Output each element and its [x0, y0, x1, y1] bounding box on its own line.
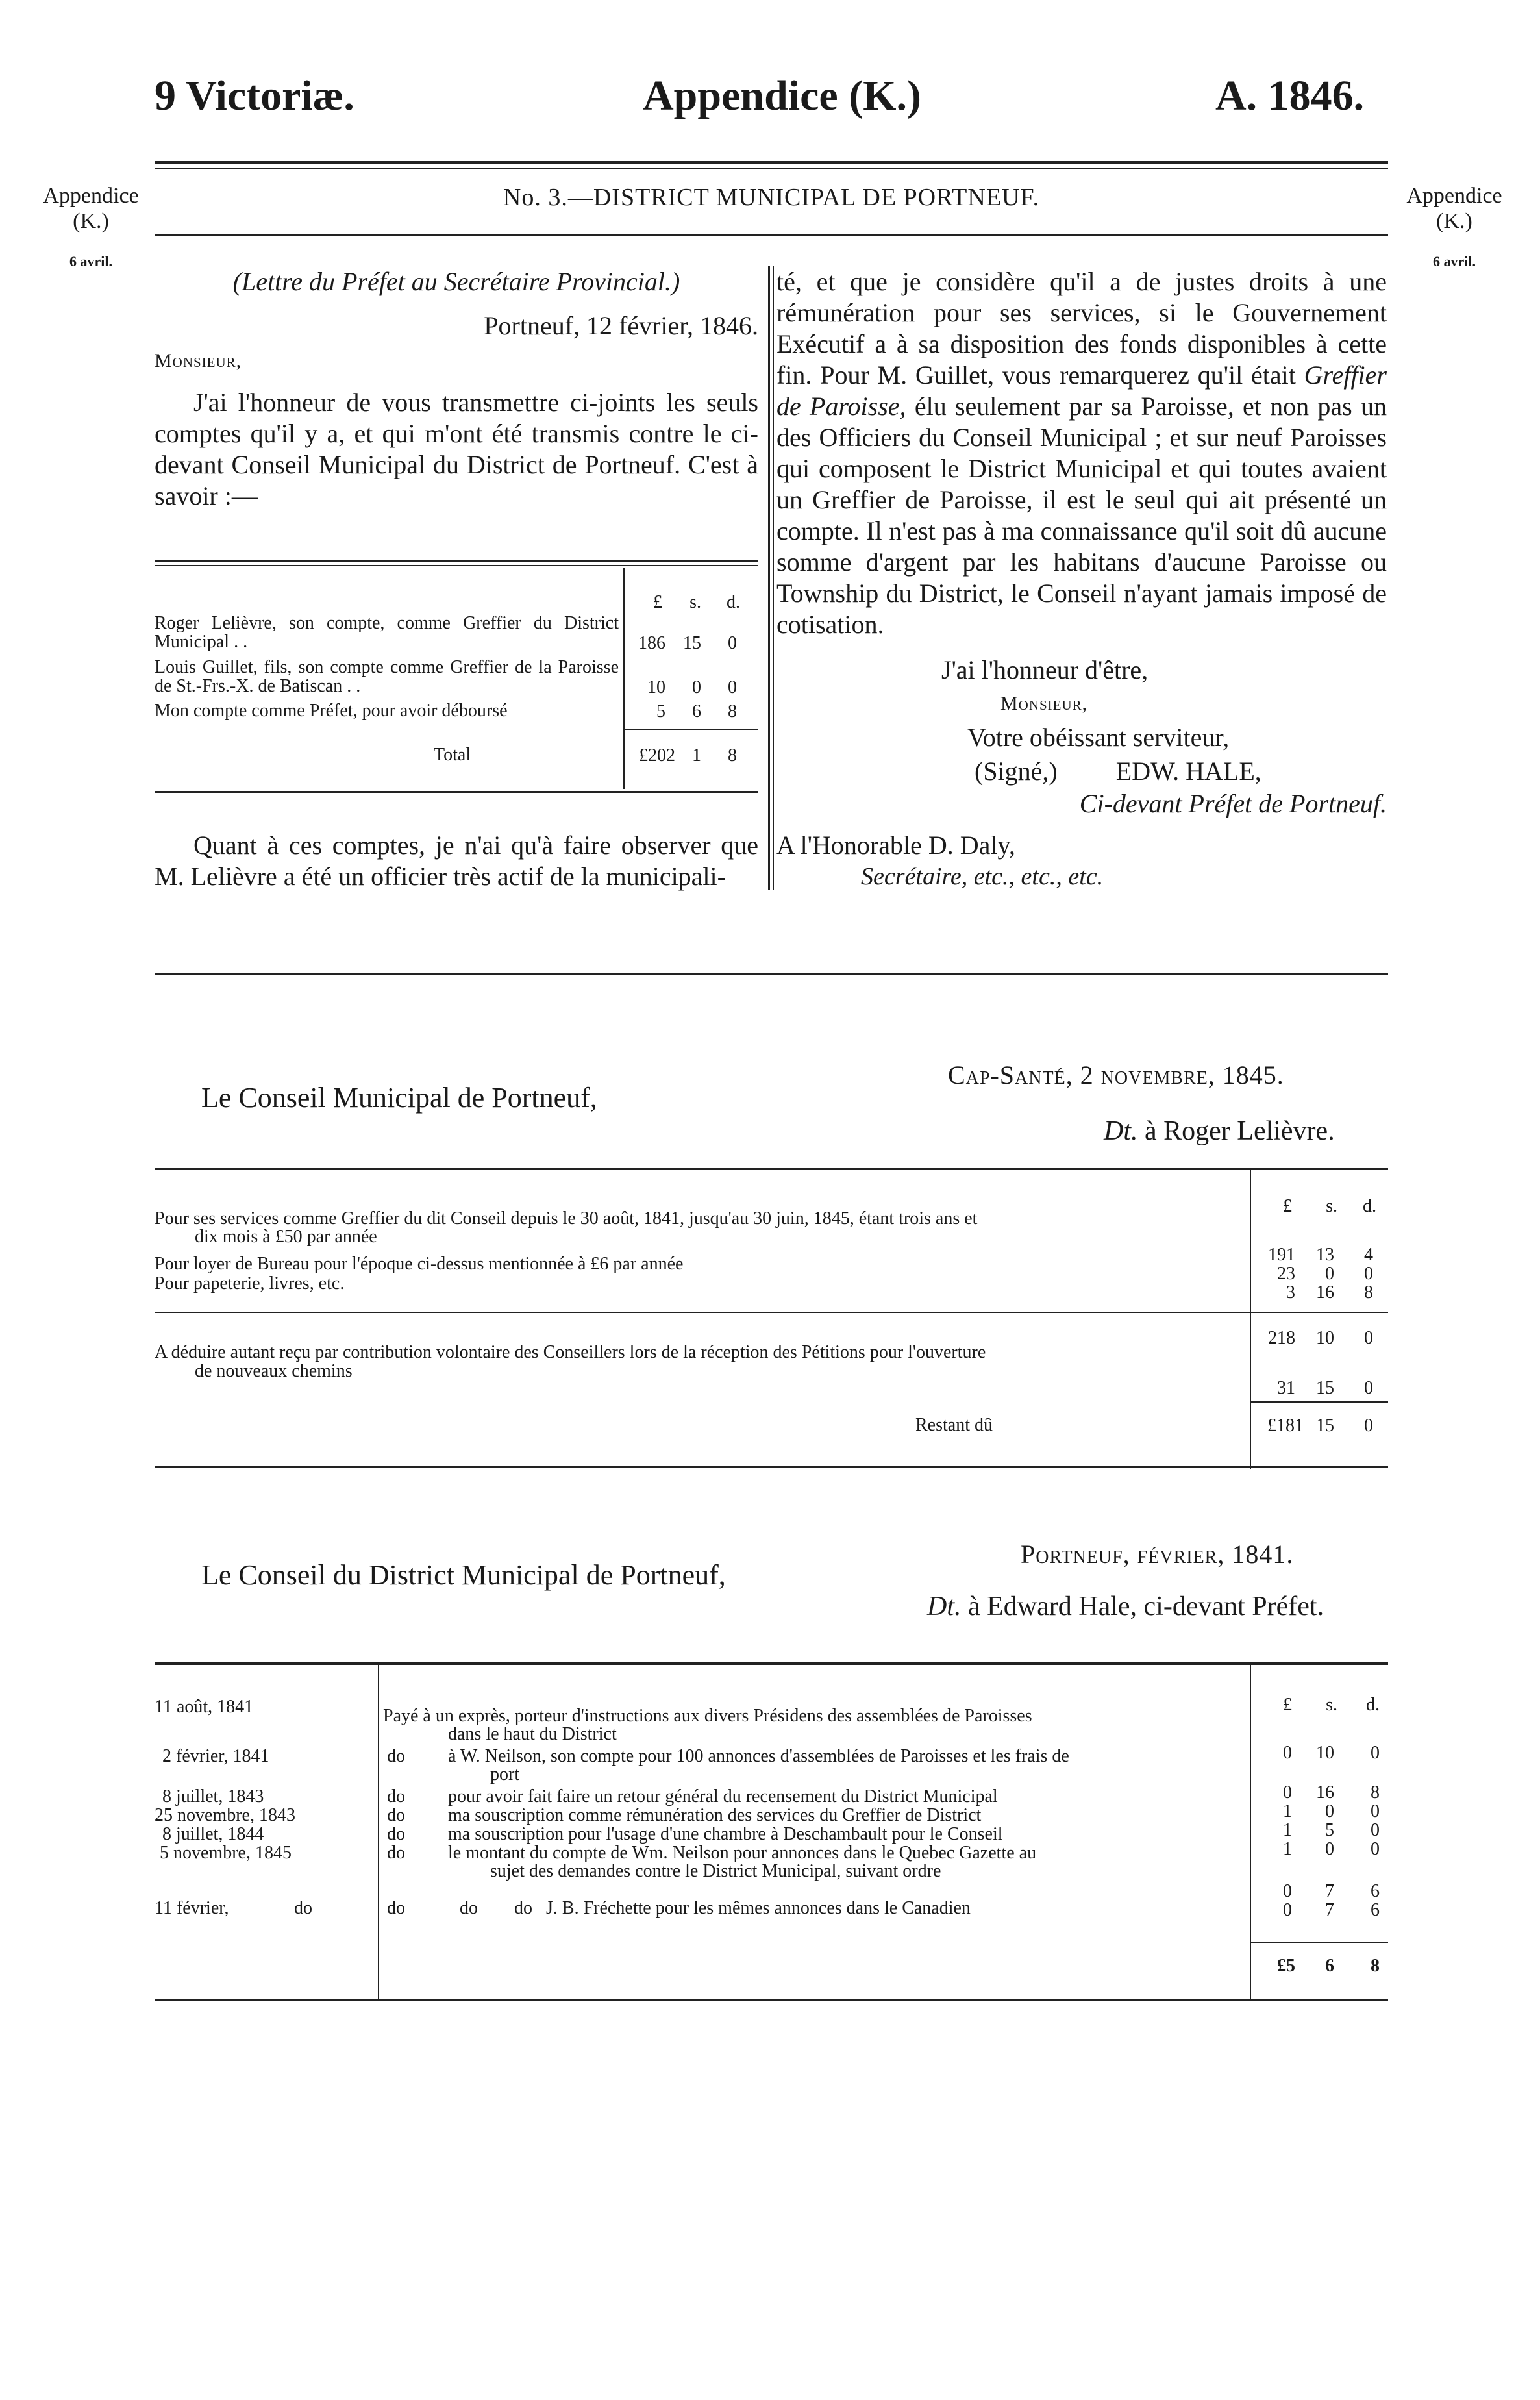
account2-bottom-rule — [155, 1999, 1388, 2001]
account1-subtotal-pounds: 218 — [1268, 1328, 1295, 1348]
summary-table-top-thin — [155, 565, 758, 566]
letter-right-column — [776, 266, 1387, 892]
account2-pence: 8 — [1371, 1782, 1380, 1803]
account2-desc-cont: sujet des demandes contre le District Municipal, suivant ordre — [490, 1861, 941, 1881]
account2-desc: pour avoir fait faire un retour général du recensement du District Municipal — [448, 1786, 998, 1806]
account2-desc-cont: port — [490, 1764, 520, 1784]
account2-pounds: 1 — [1283, 1820, 1292, 1840]
account2-pence: 6 — [1371, 1881, 1380, 1901]
account2-desc: à W. Neilson, son compte pour 100 annonces d'assemblées de Paroisses et les frais de — [448, 1746, 1069, 1766]
summary-total-shillings: 1 — [692, 745, 701, 766]
letter-signer: EDW. HALE, — [1115, 756, 1261, 786]
account1-head-pounds: £ — [1283, 1196, 1292, 1216]
account1-row-pence: 8 — [1364, 1282, 1373, 1303]
account1-deduction: A déduire autant reçu par contribution volontaire des Conseillers lors de la réception des Pétitions pour l'ouverture — [155, 1342, 986, 1362]
account2-creditor-line — [927, 1591, 1324, 1622]
account1-row-shillings: 0 — [1325, 1264, 1334, 1284]
account2-top-rule — [155, 1662, 1388, 1665]
account2-pence: 0 — [1371, 1743, 1380, 1763]
title-rule — [155, 234, 1388, 236]
account1-row-cont: dix mois à £50 par année — [195, 1227, 377, 1247]
account1-row-shillings: 16 — [1316, 1282, 1334, 1303]
side-date: 6 avril. — [69, 253, 112, 270]
summary-row-label: Roger Lelièvre, son compte, comme Greffier du District Municipal . . — [155, 613, 619, 652]
header-right: A. 1846. — [1215, 72, 1365, 119]
letter-para1: J'ai l'honneur de vous transmettre ci-joints les seuls comptes qu'il y a, et qui m'ont été transmis contre le ci-devant Conseil Municipal du District de Portneuf. C'est à savoir :— — [155, 388, 758, 510]
summary-row-label: Louis Guillet, fils, son compte comme Greffier de la Paroisse de St.-Frs.-X. de Batiscan . . — [155, 657, 619, 696]
letter-column-divider-2 — [773, 266, 774, 890]
account2-total-rule — [1250, 1942, 1388, 1943]
summary-row-pence: 0 — [728, 633, 737, 653]
summary-total-label: Total — [434, 745, 471, 765]
letter-salutation: Monsieur, — [155, 350, 242, 371]
account2-date: 2 février, 1841 — [162, 1746, 269, 1766]
summary-row-pounds: 10 — [647, 677, 665, 697]
account1-subtotal-pence: 0 — [1364, 1328, 1373, 1348]
account1-row-pence: 4 — [1364, 1245, 1373, 1265]
account1-subtotal-rule — [155, 1312, 1388, 1313]
side-date-right: 6 avril. — [1433, 253, 1476, 270]
account2-date: 11 août, 1841 — [155, 1697, 254, 1717]
account1-col-sep — [1250, 1170, 1251, 1469]
account1-place-date: Cap-Santé, 2 novembre, 1845. — [948, 1060, 1284, 1090]
summary-row-pence: 0 — [728, 677, 737, 697]
summary-head-pounds: £ — [653, 592, 662, 612]
account1-row-pounds: 23 — [1277, 1264, 1295, 1284]
account1-balance-pence: 0 — [1364, 1416, 1373, 1436]
account2-ditto: do — [387, 1805, 405, 1825]
account1-deduction-pounds: 31 — [1277, 1378, 1295, 1398]
summary-row-pounds: 186 — [638, 633, 665, 653]
summary-total-pence: 8 — [728, 745, 737, 766]
side-appendix-right: Appendice — [1406, 184, 1502, 208]
account2-ditto: do — [387, 1843, 405, 1863]
account2-pence: 0 — [1371, 1801, 1380, 1821]
account1-deduction-pence: 0 — [1364, 1378, 1373, 1398]
account2-desc: ma souscription comme rémunération des services du Greffier de District — [448, 1805, 982, 1825]
letter-para2-right-a: té, et que je considère qu'il a de justes droits à une rémunération pour ses services, si le Gouvernement Exécutif a à sa disposition des fonds disponibles à cette fin. Pour M. Guillet, vous remarquerez qu'il était — [776, 267, 1387, 390]
account2-desc: le montant du compte de Wm. Neilson pour annonces dans le Quebec Gazette au — [448, 1843, 1037, 1863]
letter-para2-right-italic: Greffier de Paroisse, — [776, 360, 1387, 421]
account1-balance-pounds: £181 — [1267, 1416, 1304, 1436]
summary-row-pence: 8 — [728, 701, 737, 721]
account1-head-shillings: s. — [1326, 1196, 1337, 1216]
header-left: 9 Victoriæ. — [155, 72, 354, 119]
letter-left-column — [155, 266, 758, 512]
letter-signature — [776, 756, 1387, 787]
summary-row-pounds: 5 — [656, 701, 665, 721]
header-rule-thin — [155, 168, 1388, 169]
account1-row: Pour papeterie, livres, etc. — [155, 1273, 345, 1294]
section-title: No. 3.—DISTRICT MUNICIPAL DE PORTNEUF. — [503, 184, 1040, 211]
account2-shillings: 10 — [1316, 1743, 1334, 1763]
account2-extra-shillings: 7 — [1325, 1900, 1334, 1920]
letter-signed: (Signé,) — [975, 756, 1058, 786]
account2-shillings: 5 — [1325, 1820, 1334, 1840]
account2-pounds: 0 — [1283, 1782, 1292, 1803]
letter-para2-left: Quant à ces comptes, je n'ai qu'à faire observer que M. Lelièvre a été un officier très actif de la municipali- — [155, 831, 758, 891]
summary-row-shillings: 6 — [692, 701, 701, 721]
account2-ditto: do — [387, 1746, 405, 1766]
side-label-right — [1389, 183, 1519, 269]
letter-para2-right — [776, 266, 1387, 640]
account2-pence: 0 — [1371, 1839, 1380, 1859]
account2-ditto: do — [387, 1898, 405, 1918]
account1-row-shillings: 13 — [1316, 1245, 1334, 1265]
account2-ditto: do — [387, 1786, 405, 1806]
account2-extra-pence: 6 — [1371, 1900, 1380, 1920]
account2-pounds: 0 — [1283, 1743, 1292, 1763]
account1-top-rule — [155, 1168, 1388, 1170]
summary-total-pounds: £202 — [639, 745, 675, 766]
account1-creditor: à Roger Lelièvre. — [1145, 1116, 1335, 1146]
account2-date-ditto: do — [294, 1898, 312, 1918]
letter-addressee-title: Secrétaire, etc., etc., etc. — [861, 863, 1104, 890]
account2-date: 5 novembre, 1845 — [160, 1843, 292, 1863]
letter-para2-right-b: élu seulement par sa Paroisse, et non pas un des Officiers du Conseil Municipal ; et sur neuf Paroisses qui composent le District Municipal et qui toutes avaient un Greffier de Paroisse, il est le seul qui ait présenté un compte. Il n'est pas à ma connaissance qu'il soit dû aucune somme d'argent par les habitans d'aucune Paroisse ou Township du District, le Conseil n'ayant jamais imposé de cotisation. — [776, 392, 1387, 639]
account1-row-pounds: 191 — [1268, 1245, 1295, 1265]
account1-row: Pour ses services comme Greffier du dit Conseil depuis le 30 août, 1841, jusqu'au 30 juin, 1845, étant trois ans et — [155, 1208, 978, 1229]
account1-deduction-shillings: 15 — [1316, 1378, 1334, 1398]
account2-head-pence: d. — [1366, 1695, 1380, 1715]
account2-pounds: 1 — [1283, 1801, 1292, 1821]
letter-heading: (Lettre du Préfet au Secrétaire Provincial.) — [232, 267, 680, 296]
side-appendix: Appendice — [43, 184, 139, 208]
account1-row-pence: 0 — [1364, 1264, 1373, 1284]
letter-closing2: Monsieur, — [1000, 693, 1088, 714]
summary-head-pence: d. — [727, 592, 740, 612]
letter-signer-title: Ci-devant Préfet de Portneuf. — [1079, 789, 1387, 818]
side-letter: (K.) — [73, 209, 109, 234]
account2-dt: Dt. — [927, 1592, 962, 1621]
account1-balance-shillings: 15 — [1316, 1416, 1334, 1436]
account1-dt: Dt. — [1104, 1116, 1138, 1146]
account2-shillings: 16 — [1316, 1782, 1334, 1803]
letter-closing1: J'ai l'honneur d'être, — [941, 655, 1149, 684]
account1-balance-rule — [1250, 1401, 1388, 1403]
letter-closing3: Votre obéissant serviteur, — [967, 723, 1230, 752]
account2-date-sep — [378, 1665, 379, 2000]
account2-head-pounds: £ — [1283, 1695, 1292, 1715]
account2-debtor: Le Conseil du District Municipal de Portneuf, — [201, 1559, 726, 1591]
letter-place-date: Portneuf, 12 février, 1846. — [484, 311, 758, 340]
account2-total-pounds: £5 — [1277, 1956, 1295, 1976]
account1-creditor-line — [1104, 1116, 1335, 1147]
account2-place-date: Portneuf, février, 1841. — [1021, 1540, 1294, 1569]
summary-row-shillings: 0 — [692, 677, 701, 697]
account2-desc-cont: dans le haut du District — [448, 1724, 617, 1744]
side-letter-right: (K.) — [1436, 209, 1472, 234]
account1-balance-label: Restant dû — [915, 1415, 993, 1435]
summary-row-label: Mon compte comme Préfet, pour avoir déboursé — [155, 701, 508, 721]
letter-end-rule — [155, 973, 1388, 975]
account2-pounds: 0 — [1283, 1881, 1292, 1901]
account2-date: 25 novembre, 1843 — [155, 1805, 295, 1825]
account1-subtotal-shillings: 10 — [1316, 1328, 1334, 1348]
account2-creditor: à Edward Hale, ci-devant Préfet. — [968, 1592, 1324, 1621]
summary-table-top — [155, 560, 758, 562]
account2-desc: Payé à un exprès, porteur d'instructions aux divers Présidens des assemblées de Paroisses — [383, 1706, 1032, 1726]
account1-debtor: Le Conseil Municipal de Portneuf, — [201, 1082, 597, 1114]
summary-total-rule — [623, 729, 758, 730]
account1-row-pounds: 3 — [1286, 1282, 1295, 1303]
account1-row: Pour loyer de Bureau pour l'époque ci-dessus mentionnée à £6 par année — [155, 1254, 684, 1274]
account2-shillings: 0 — [1325, 1801, 1334, 1821]
account2-pence: 0 — [1371, 1820, 1380, 1840]
summary-table-bottom — [155, 791, 758, 793]
summary-head-shillings: s. — [689, 592, 701, 612]
letter-column-divider — [768, 266, 770, 890]
header-rule — [155, 161, 1388, 164]
header-center: Appendice (K.) — [643, 72, 921, 119]
account1-head-pence: d. — [1363, 1196, 1376, 1216]
account2-extra-pounds: 0 — [1283, 1900, 1292, 1920]
account2-date: 11 février, — [155, 1898, 229, 1918]
letter-addressee: A l'Honorable D. Daly, — [776, 831, 1015, 860]
account2-head-shillings: s. — [1326, 1695, 1337, 1715]
account2-shillings: 7 — [1325, 1881, 1334, 1901]
account2-desc: ma souscription pour l'usage d'une chambre à Deschambault pour le Conseil — [448, 1824, 1003, 1844]
account2-ditto: do — [387, 1824, 405, 1844]
summary-row-shillings: 15 — [683, 633, 701, 653]
account2-desc: do do J. B. Fréchette pour les mêmes annonces dans le Canadien — [460, 1898, 971, 1918]
account2-date: 8 juillet, 1844 — [162, 1824, 264, 1844]
account1-bottom-rule — [155, 1466, 1388, 1468]
account2-col-sep — [1250, 1665, 1251, 2000]
account2-shillings: 0 — [1325, 1839, 1334, 1859]
account1-deduction-cont: de nouveaux chemins — [195, 1361, 353, 1381]
account2-total-shillings: 6 — [1325, 1956, 1334, 1976]
side-label-left — [26, 183, 156, 269]
account2-date: 8 juillet, 1843 — [162, 1786, 264, 1806]
account2-pounds: 1 — [1283, 1839, 1292, 1859]
account2-total-pence: 8 — [1371, 1956, 1380, 1976]
